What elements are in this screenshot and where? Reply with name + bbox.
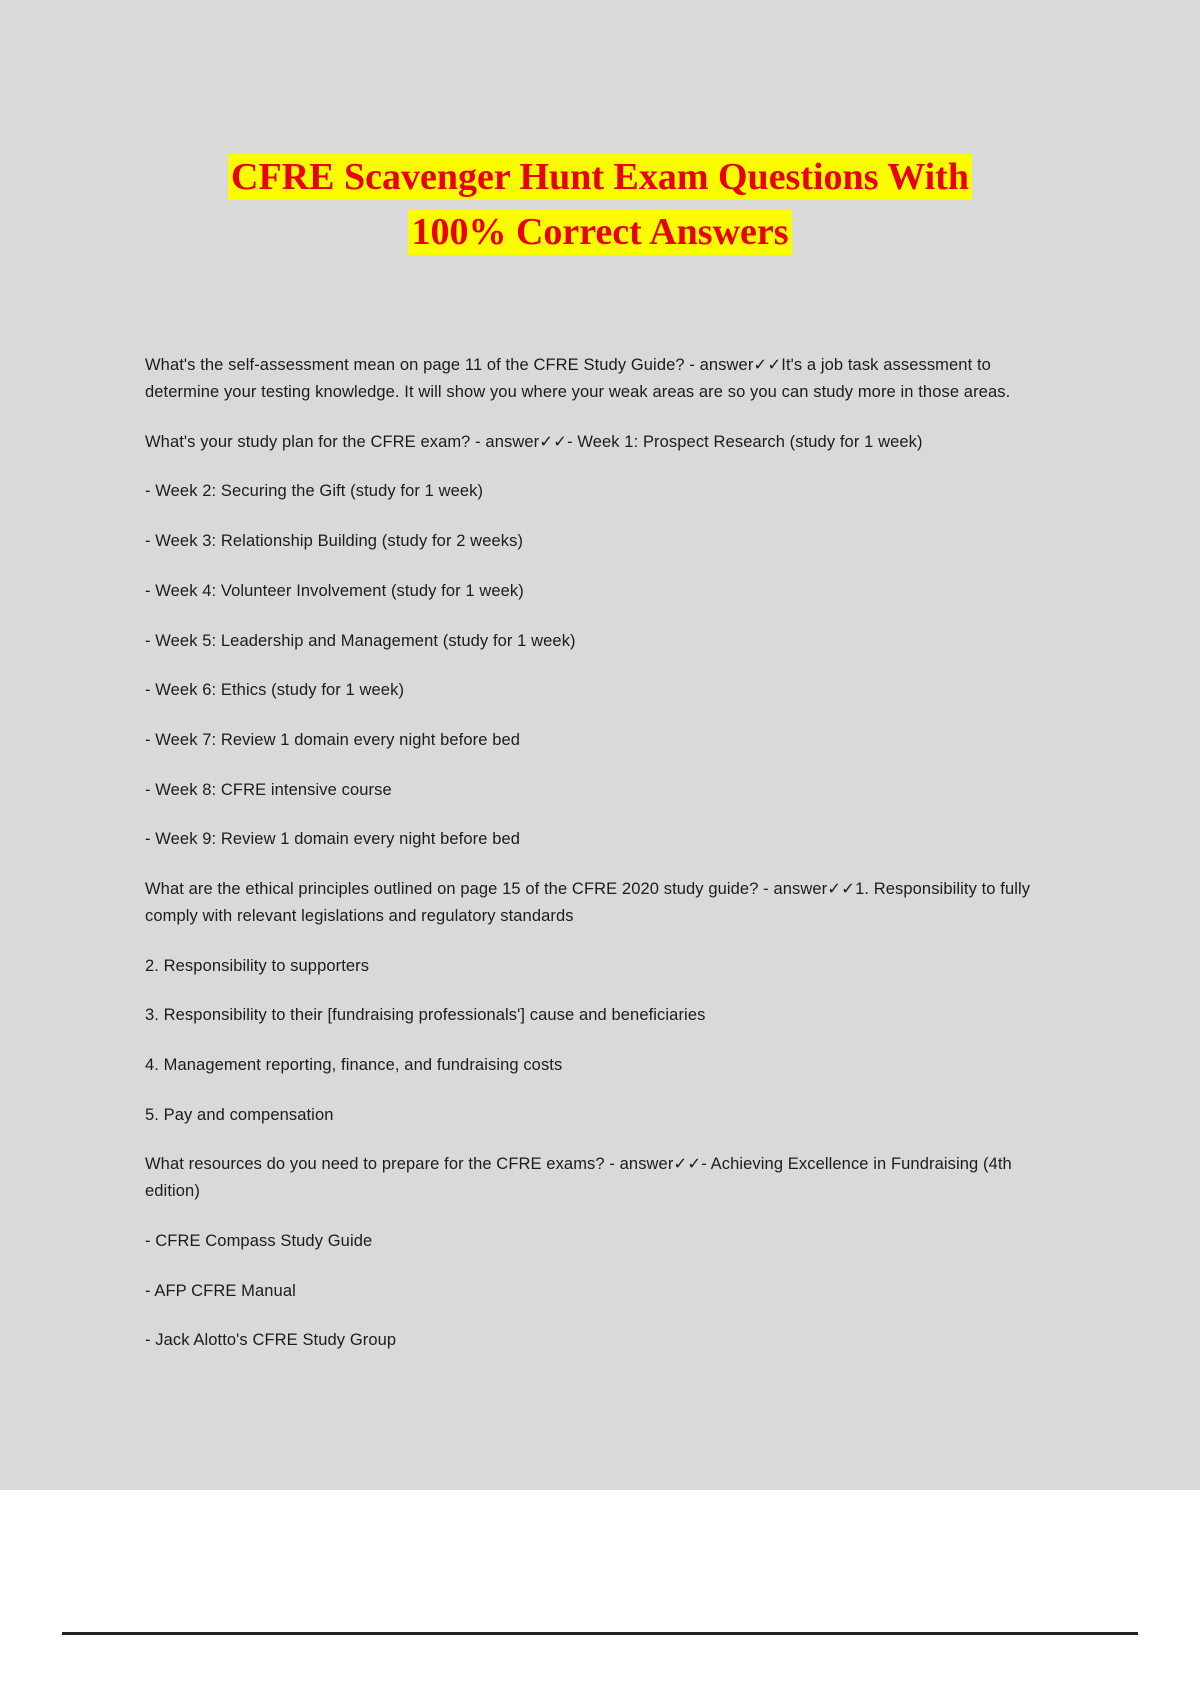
paragraph: - Week 2: Securing the Gift (study for 1 week) (145, 482, 484, 501)
document-title (145, 0, 1055, 260)
paragraph: What resources do you need to prepare for the CFRE exams? - answer✓✓- Achieving Excellence in Fundraising (4th edition) (145, 1155, 1012, 1201)
document-title-line-2: 100% Correct Answers (408, 209, 791, 255)
paragraph: - Week 4: Volunteer Involvement (study for 1 week) (145, 581, 524, 600)
document-content-column (145, 0, 1055, 1490)
paragraph: - Jack Alotto's CFRE Study Group (145, 1331, 397, 1350)
paragraph: - Week 5: Leadership and Management (study for 1 week) (145, 631, 576, 650)
footer-divider (62, 1632, 1138, 1635)
page-footer-area (0, 1490, 1200, 1700)
paragraph: - Week 9: Review 1 domain every night before bed (145, 830, 521, 849)
paragraph: - AFP CFRE Manual (145, 1281, 296, 1300)
paragraph: 5. Pay and compensation (145, 1105, 334, 1124)
paragraph: - Week 6: Ethics (study for 1 week) (145, 681, 405, 700)
paragraph: What are the ethical principles outlined on page 15 of the CFRE 2020 study guide? - answer✓✓1. Responsibility to fully comply with relevant legislations and regulatory standards (145, 880, 1031, 925)
document-body (145, 352, 1055, 1354)
paragraph: What's the self-assessment mean on page 11 of the CFRE Study Guide? - answer✓✓It's a job task assessment to determine your testing knowledge. It will show you where your weak areas are so you can study more in those areas. (145, 356, 1011, 401)
document-title-line-1: CFRE Scavenger Hunt Exam Questions With (228, 154, 972, 200)
paragraph: 3. Responsibility to their [fundraising professionals'] cause and beneficiaries (145, 1006, 706, 1025)
paragraph: - Week 7: Review 1 domain every night before bed (145, 730, 521, 749)
paragraph: - Week 8: CFRE intensive course (145, 780, 392, 799)
paragraph: What's your study plan for the CFRE exam? - answer✓✓- Week 1: Prospect Research (study for 1 week) (145, 432, 923, 451)
paragraph: 2. Responsibility to supporters (145, 956, 370, 975)
paragraph: - CFRE Compass Study Guide (145, 1231, 373, 1250)
paragraph: 4. Management reporting, finance, and fundraising costs (145, 1055, 563, 1074)
paragraph: - Week 3: Relationship Building (study for 2 weeks) (145, 532, 524, 551)
